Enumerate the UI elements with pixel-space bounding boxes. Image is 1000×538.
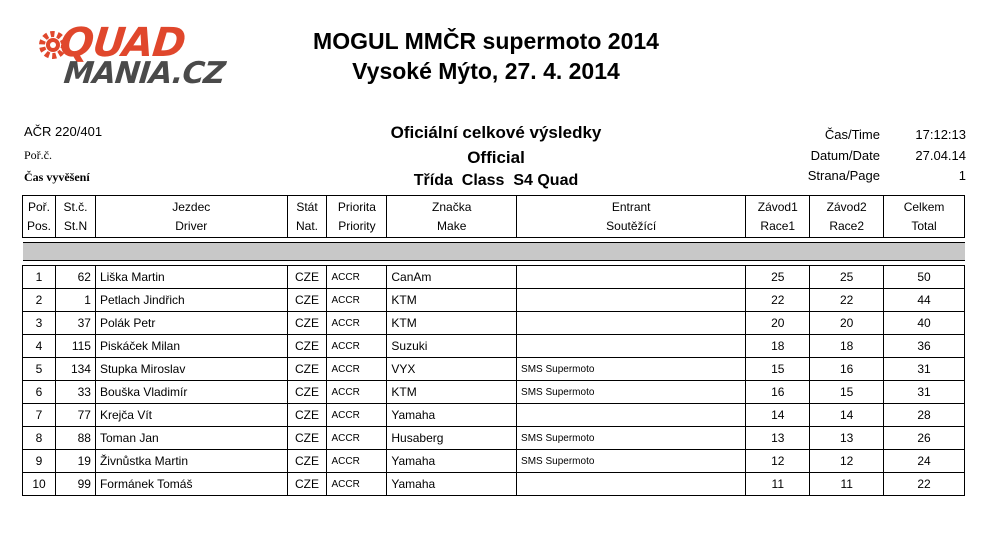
total-cell: 31 — [884, 381, 965, 404]
column-header-cz: Priorita — [337, 199, 376, 214]
column-header-cz: Entrant — [611, 199, 651, 214]
race2-cell: 11 — [810, 473, 884, 496]
position-cell: 9 — [23, 450, 56, 473]
race1-cell: 11 — [746, 473, 810, 496]
column-header — [56, 196, 96, 238]
results-table — [22, 195, 965, 496]
make-cell: Yamaha — [387, 473, 517, 496]
column-header — [387, 196, 517, 238]
entrant-cell — [517, 289, 746, 312]
column-header-cz: Celkem — [903, 199, 945, 214]
column-header-cz: Značka — [432, 199, 472, 214]
driver-cell: Formánek Tomáš — [95, 473, 287, 496]
column-header-en: Nat. — [295, 218, 318, 233]
position-cell: 3 — [23, 312, 56, 335]
column-header — [746, 196, 810, 238]
driver-cell: Piskáček Milan — [95, 335, 287, 358]
start-number-cell: 1 — [56, 289, 96, 312]
page-label: Strana/Page — [807, 168, 880, 183]
column-header-cz: Závod1 — [757, 199, 798, 214]
driver-cell: Polák Petr — [95, 312, 287, 335]
race1-cell: 12 — [746, 450, 810, 473]
position-cell: 1 — [23, 266, 56, 289]
nationality-cell: CZE — [287, 427, 327, 450]
table-row — [23, 473, 965, 496]
date-value: 27.04.14 — [915, 148, 966, 163]
nationality-cell: CZE — [287, 312, 327, 335]
table-header-row — [23, 196, 965, 238]
make-cell: CanAm — [387, 266, 517, 289]
column-header-cz: Závod2 — [826, 199, 867, 214]
race2-cell: 15 — [810, 381, 884, 404]
organizer-number-label: Poř.č. — [24, 148, 52, 162]
column-header — [810, 196, 884, 238]
nationality-cell: CZE — [287, 335, 327, 358]
date-label: Datum/Date — [810, 148, 880, 163]
event-location-date: Vysoké Mýto, 27. 4. 2014 — [352, 58, 620, 84]
page-value: 1 — [958, 168, 966, 183]
make-cell: Yamaha — [387, 404, 517, 427]
column-header-cz: St.č. — [63, 199, 88, 214]
start-number-cell: 62 — [56, 266, 96, 289]
driver-cell: Petlach Jindřich — [95, 289, 287, 312]
driver-cell: Liška Martin — [95, 266, 287, 289]
time-value: 17:12:13 — [915, 127, 966, 142]
separator-bar — [23, 243, 965, 261]
column-header — [23, 196, 56, 238]
race1-cell: 20 — [746, 312, 810, 335]
driver-cell: Toman Jan — [95, 427, 287, 450]
make-cell: KTM — [387, 289, 517, 312]
race1-cell: 15 — [746, 358, 810, 381]
entrant-cell — [517, 266, 746, 289]
total-cell: 22 — [884, 473, 965, 496]
column-header — [517, 196, 746, 238]
race1-cell: 16 — [746, 381, 810, 404]
race2-cell: 14 — [810, 404, 884, 427]
column-header-cz: Stát — [296, 199, 318, 214]
total-cell: 28 — [884, 404, 965, 427]
table-row — [23, 266, 965, 289]
total-cell: 26 — [884, 427, 965, 450]
table-row — [23, 358, 965, 381]
entrant-cell — [517, 335, 746, 358]
table-row — [23, 381, 965, 404]
posted-time-label: Čas vyvěšení — [24, 170, 90, 184]
results-title: Oficiální celkové výsledky — [390, 123, 602, 142]
entrant-cell — [517, 312, 746, 335]
start-number-cell: 99 — [56, 473, 96, 496]
make-cell: KTM — [387, 381, 517, 404]
nationality-cell: CZE — [287, 266, 327, 289]
nationality-cell: CZE — [287, 450, 327, 473]
column-header-en: Race2 — [829, 218, 865, 233]
column-header-en: Total — [911, 218, 937, 233]
acr-code: AČR 220/401 — [24, 124, 103, 139]
column-header-en: Pos. — [27, 218, 52, 233]
race1-cell: 13 — [746, 427, 810, 450]
position-cell: 8 — [23, 427, 56, 450]
entrant-cell: SMS Supermoto — [517, 381, 746, 404]
race1-cell: 14 — [746, 404, 810, 427]
make-cell: Suzuki — [387, 335, 517, 358]
entrant-cell — [517, 473, 746, 496]
priority-cell: ACCR — [327, 473, 387, 496]
nationality-cell: CZE — [287, 381, 327, 404]
position-cell: 2 — [23, 289, 56, 312]
start-number-cell: 33 — [56, 381, 96, 404]
priority-cell: ACCR — [327, 404, 387, 427]
total-cell: 36 — [884, 335, 965, 358]
table-row — [23, 335, 965, 358]
race2-cell: 16 — [810, 358, 884, 381]
priority-cell: ACCR — [327, 266, 387, 289]
column-header-en: St.N — [63, 218, 88, 233]
race2-cell: 22 — [810, 289, 884, 312]
position-cell: 4 — [23, 335, 56, 358]
table-row — [23, 450, 965, 473]
driver-cell: Živnůstka Martin — [95, 450, 287, 473]
race2-cell: 13 — [810, 427, 884, 450]
column-header — [287, 196, 327, 238]
driver-cell: Krejča Vít — [95, 404, 287, 427]
total-cell: 44 — [884, 289, 965, 312]
logo-text-bottom: MANIA.CZ — [62, 56, 227, 91]
start-number-cell: 77 — [56, 404, 96, 427]
time-label: Čas/Time — [824, 127, 880, 142]
position-cell: 10 — [23, 473, 56, 496]
nationality-cell: CZE — [287, 404, 327, 427]
results-status: Official — [467, 148, 525, 167]
nationality-cell: CZE — [287, 358, 327, 381]
nationality-cell: CZE — [287, 289, 327, 312]
start-number-cell: 88 — [56, 427, 96, 450]
table-row — [23, 404, 965, 427]
race1-cell: 22 — [746, 289, 810, 312]
column-header-en: Soutěžící — [606, 218, 657, 233]
driver-cell: Bouška Vladimír — [95, 381, 287, 404]
column-header — [95, 196, 287, 238]
column-header — [327, 196, 387, 238]
start-number-cell: 115 — [56, 335, 96, 358]
nationality-cell: CZE — [287, 473, 327, 496]
make-cell: KTM — [387, 312, 517, 335]
race2-cell: 12 — [810, 450, 884, 473]
total-cell: 40 — [884, 312, 965, 335]
logo-text-top: QUAD — [57, 20, 188, 66]
driver-cell: Stupka Miroslav — [95, 358, 287, 381]
position-cell: 6 — [23, 381, 56, 404]
make-cell: VYX — [387, 358, 517, 381]
total-cell: 24 — [884, 450, 965, 473]
table-row — [23, 312, 965, 335]
priority-cell: ACCR — [327, 312, 387, 335]
total-cell: 50 — [884, 266, 965, 289]
column-header-en: Priority — [338, 218, 376, 233]
table-row — [23, 289, 965, 312]
race2-cell: 20 — [810, 312, 884, 335]
position-cell: 7 — [23, 404, 56, 427]
column-header-en: Race1 — [760, 218, 796, 233]
entrant-cell: SMS Supermoto — [517, 427, 746, 450]
make-cell: Yamaha — [387, 450, 517, 473]
priority-cell: ACCR — [327, 450, 387, 473]
entrant-cell — [517, 404, 746, 427]
event-title: MOGUL MMČR supermoto 2014 — [313, 28, 659, 54]
priority-cell: ACCR — [327, 335, 387, 358]
priority-cell: ACCR — [327, 427, 387, 450]
start-number-cell: 19 — [56, 450, 96, 473]
race2-cell: 25 — [810, 266, 884, 289]
priority-cell: ACCR — [327, 381, 387, 404]
position-cell: 5 — [23, 358, 56, 381]
table-row — [23, 427, 965, 450]
column-header-en: Driver — [175, 218, 208, 233]
race1-cell: 18 — [746, 335, 810, 358]
column-header-cz: Jezdec — [172, 199, 211, 214]
total-cell: 31 — [884, 358, 965, 381]
race2-cell: 18 — [810, 335, 884, 358]
column-header-cz: Poř. — [28, 199, 51, 214]
column-header — [884, 196, 965, 238]
priority-cell: ACCR — [327, 289, 387, 312]
entrant-cell: SMS Supermoto — [517, 358, 746, 381]
race1-cell: 25 — [746, 266, 810, 289]
start-number-cell: 134 — [56, 358, 96, 381]
start-number-cell: 37 — [56, 312, 96, 335]
entrant-cell: SMS Supermoto — [517, 450, 746, 473]
column-header-en: Make — [437, 218, 467, 233]
priority-cell: ACCR — [327, 358, 387, 381]
class-title: Třída Class S4 Quad — [413, 172, 579, 189]
make-cell: Husaberg — [387, 427, 517, 450]
